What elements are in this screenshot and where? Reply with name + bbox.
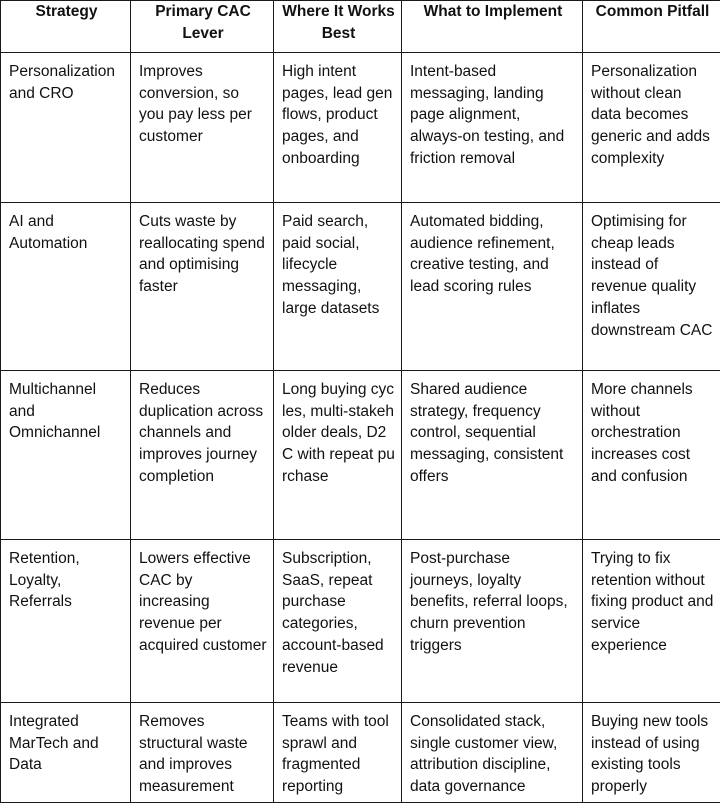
cell-where-it-works-best: Long buying cycles, multi-stakeholder deals, D2C with repeat purchase bbox=[274, 371, 402, 540]
cell-common-pitfall: Buying new tools instead of using existing tools properly bbox=[583, 703, 720, 803]
cell-primary-cac-lever: Reduces duplication across channels and improves journey completion bbox=[131, 371, 274, 540]
cell-strategy: Retention, Loyalty, Referrals bbox=[1, 540, 131, 703]
cell-what-to-implement: Intent-based messaging, landing page alignment, always-on testing, and friction removal bbox=[402, 53, 583, 203]
cell-where-it-works-best: Paid search, paid social, lifecycle messaging, large datasets bbox=[274, 203, 402, 371]
header-where-it-works-best: Where It Works Best bbox=[274, 1, 402, 53]
cell-common-pitfall: More channels without orchestration increases cost and confusion bbox=[583, 371, 720, 540]
cell-strategy: Personalization and CRO bbox=[1, 53, 131, 203]
header-what-to-implement: What to Implement bbox=[402, 1, 583, 53]
cell-strategy: Multichannel and Omnichannel bbox=[1, 371, 131, 540]
cell-primary-cac-lever: Removes structural waste and improves measurement bbox=[131, 703, 274, 803]
table-row bbox=[1, 540, 720, 703]
cell-what-to-implement: Automated bidding, audience refinement, creative testing, and lead scoring rules bbox=[402, 203, 583, 371]
cell-primary-cac-lever: Cuts waste by reallocating spend and optimising faster bbox=[131, 203, 274, 371]
header-primary-cac-lever: Primary CAC Lever bbox=[131, 1, 274, 53]
table-row bbox=[1, 371, 720, 540]
cell-strategy: AI and Automation bbox=[1, 203, 131, 371]
table-row bbox=[1, 203, 720, 371]
header-strategy: Strategy bbox=[1, 1, 131, 53]
cell-primary-cac-lever: Improves conversion, so you pay less per customer bbox=[131, 53, 274, 203]
table-row bbox=[1, 703, 720, 803]
header-common-pitfall: Common Pitfall bbox=[583, 1, 720, 53]
cell-common-pitfall: Personalization without clean data becomes generic and adds complexity bbox=[583, 53, 720, 203]
cell-where-it-works-best: High intent pages, lead gen flows, product pages, and onboarding bbox=[274, 53, 402, 203]
table-row bbox=[1, 53, 720, 203]
cell-where-it-works-best: Subscription, SaaS, repeat purchase categories, account-based revenue bbox=[274, 540, 402, 703]
cell-common-pitfall: Trying to fix retention without fixing product and service experience bbox=[583, 540, 720, 703]
cell-common-pitfall: Optimising for cheap leads instead of revenue quality inflates downstream CAC bbox=[583, 203, 720, 371]
header-row bbox=[1, 1, 720, 53]
cell-what-to-implement: Consolidated stack, single customer view, attribution discipline, data governance bbox=[402, 703, 583, 803]
cell-strategy: Integrated MarTech and Data bbox=[1, 703, 131, 803]
cell-primary-cac-lever: Lowers effective CAC by increasing revenue per acquired customer bbox=[131, 540, 274, 703]
cell-what-to-implement: Shared audience strategy, frequency control, sequential messaging, consistent offers bbox=[402, 371, 583, 540]
cell-where-it-works-best: Teams with tool sprawl and fragmented reporting bbox=[274, 703, 402, 803]
cell-what-to-implement: Post-purchase journeys, loyalty benefits, referral loops, churn prevention triggers bbox=[402, 540, 583, 703]
